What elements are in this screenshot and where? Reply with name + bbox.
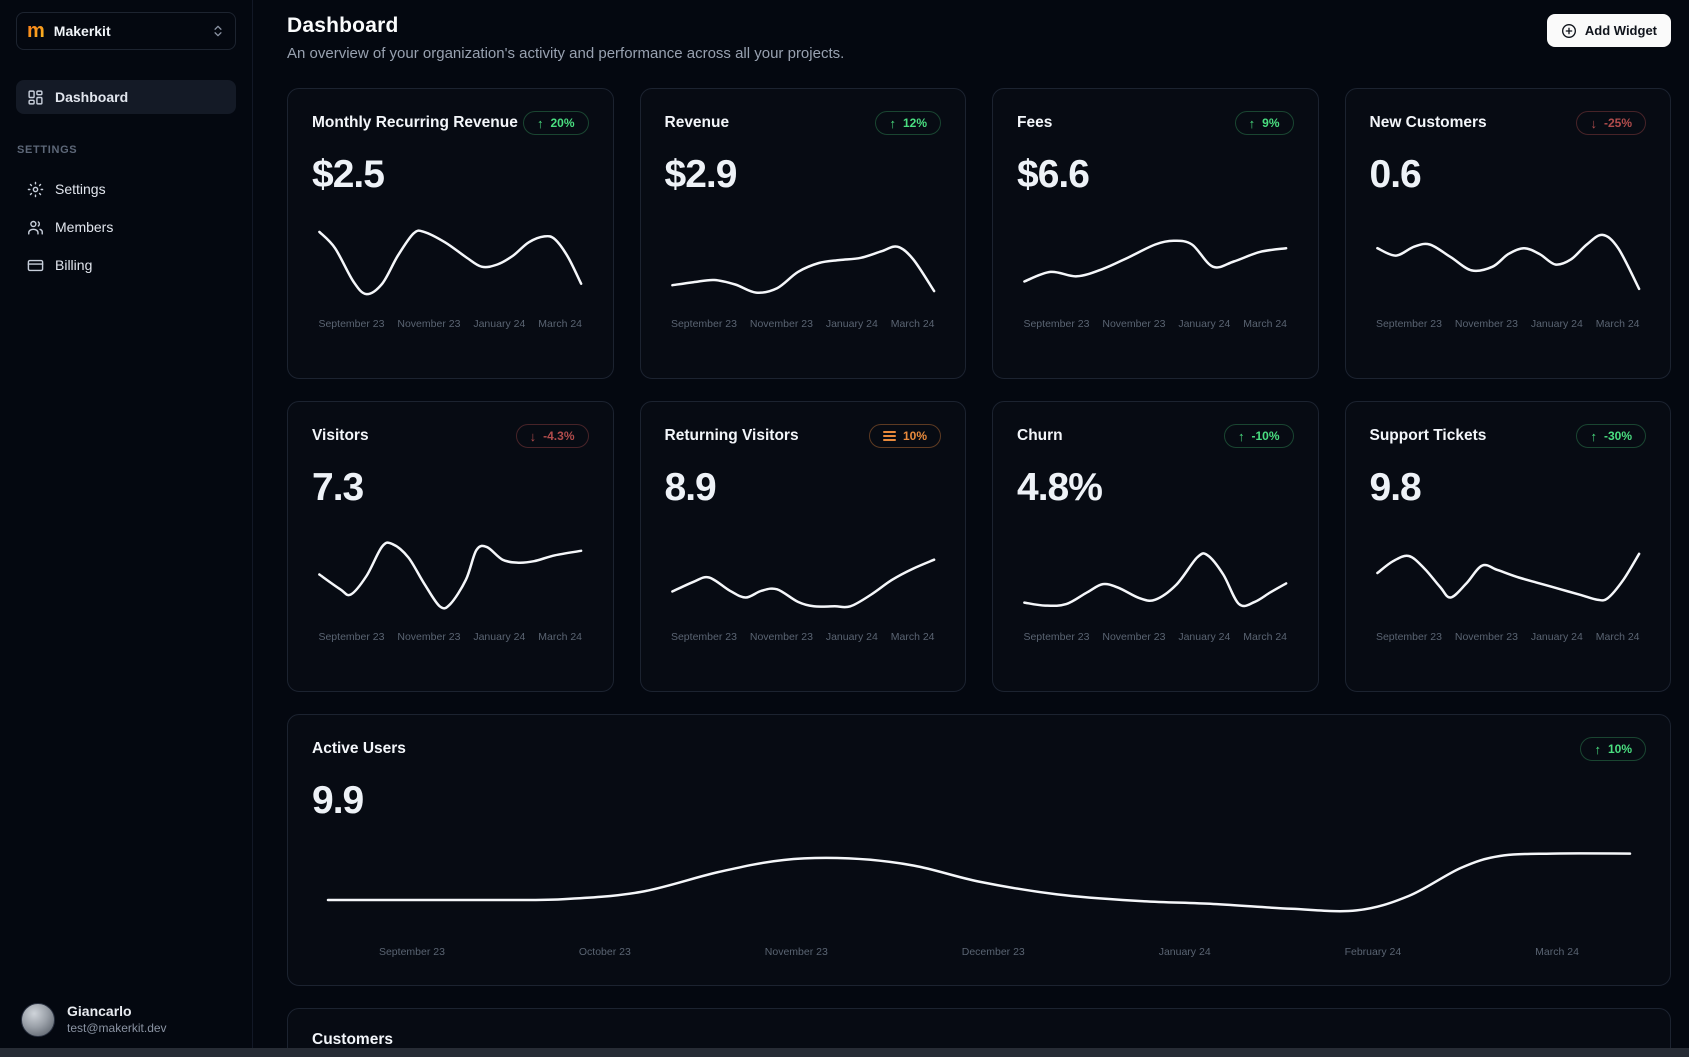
x-axis-label: September 23	[1023, 318, 1090, 330]
x-axis-label: January 24	[473, 318, 526, 330]
metric-card-title: Fees	[1017, 114, 1053, 131]
x-axis-label: November 23	[749, 631, 813, 643]
metric-card	[992, 88, 1319, 379]
metric-card	[287, 88, 614, 379]
sidebar-item-label: Dashboard	[55, 89, 129, 105]
metric-value: 4.8%	[1017, 466, 1102, 509]
x-axis-label: September 23	[1375, 318, 1442, 330]
x-axis-label: March 24	[538, 631, 583, 643]
page-subtitle: An overview of your organization's activity and performance across all your projects.	[287, 45, 845, 62]
x-axis-label: November 23	[1102, 631, 1166, 643]
x-axis-label: September 23	[1023, 631, 1090, 643]
metric-card-title: Active Users	[312, 740, 406, 757]
metric-value: 8.9	[664, 466, 716, 509]
sparkline-chart	[312, 220, 589, 330]
metric-card-title: Monthly Recurring Revenue	[312, 114, 518, 131]
x-axis-labels	[1370, 631, 1647, 643]
users-icon	[27, 219, 44, 236]
arrow-down-icon: ↓	[529, 428, 537, 444]
sidebar-nav	[16, 80, 236, 282]
x-axis-label: September 23	[318, 318, 385, 330]
x-axis-labels	[665, 318, 942, 330]
arrow-up-icon: ↑	[889, 115, 896, 131]
sparkline-chart	[1017, 220, 1294, 330]
arrow-up-icon: ↑	[1237, 428, 1245, 444]
trend-badge: ↑ 12%	[875, 111, 941, 135]
sparkline-chart	[312, 842, 1646, 958]
x-axis-labels	[312, 631, 589, 643]
sidebar-item-dashboard[interactable]	[16, 80, 236, 114]
menu-icon	[883, 431, 896, 441]
trend-badge: ↑ 9%	[1235, 111, 1294, 135]
sparkline-chart	[312, 533, 589, 643]
sparkline-chart	[665, 533, 942, 643]
arrow-up-icon: ↑	[1248, 115, 1256, 131]
x-axis-labels	[1370, 318, 1647, 330]
metric-card-title: New Customers	[1369, 114, 1487, 131]
x-axis-label: January 24	[1158, 946, 1211, 958]
trend-badge: ↑ 20%	[523, 111, 589, 135]
customers-card-title: Customers	[312, 1031, 393, 1048]
user-avatar	[21, 1003, 55, 1037]
x-axis-label: November 23	[1454, 318, 1518, 330]
x-axis-label: March 24	[538, 318, 583, 330]
metric-card	[992, 401, 1319, 692]
arrow-up-icon: ↑	[1590, 428, 1597, 444]
metric-value: $6.6	[1017, 153, 1089, 196]
sidebar-item-settings[interactable]	[16, 172, 236, 206]
x-axis-label: February 24	[1344, 946, 1402, 958]
x-axis-label: November 23	[1102, 318, 1166, 330]
x-axis-label: September 23	[318, 631, 385, 643]
x-axis-label: November 23	[397, 631, 461, 643]
trend-badge: ↑ -10%	[1224, 424, 1294, 448]
x-axis-label: March 24	[1595, 631, 1640, 643]
x-axis-labels	[1017, 631, 1294, 643]
add-widget-button[interactable]: Add Widget	[1547, 14, 1671, 47]
sidebar-item-billing[interactable]	[16, 248, 236, 282]
sidebar	[0, 0, 253, 1057]
team-selector[interactable]	[16, 12, 236, 50]
user-name: Giancarlo	[67, 1003, 132, 1020]
sidebar-item-label: Members	[55, 219, 114, 235]
x-axis-labels	[1017, 318, 1294, 330]
arrow-up-icon: ↑	[536, 115, 544, 131]
sidebar-item-label: Billing	[55, 257, 93, 273]
trend-badge: ↑ -30%	[1576, 424, 1646, 448]
sidebar-item-members[interactable]	[16, 210, 236, 244]
x-axis-label: November 23	[1454, 631, 1518, 643]
x-axis-label: November 23	[397, 318, 461, 330]
x-axis-label: November 23	[749, 318, 813, 330]
sparkline-chart	[1370, 220, 1647, 330]
x-axis-labels	[312, 946, 1646, 958]
x-axis-label: January 24	[473, 631, 526, 643]
metric-card	[640, 401, 967, 692]
metric-card-title: Revenue	[664, 114, 730, 131]
x-axis-label: September 23	[670, 631, 737, 643]
trend-badge: ↓ -4.3%	[516, 424, 589, 448]
gear-icon	[27, 181, 44, 198]
chevron-up-down-icon	[211, 24, 225, 38]
x-axis-label: January 24	[1178, 318, 1231, 330]
x-axis-label: September 23	[670, 318, 737, 330]
page-header	[287, 12, 1671, 62]
metric-card	[640, 88, 967, 379]
makerkit-logo-icon: m	[27, 20, 45, 42]
metrics-grid	[287, 88, 1671, 1057]
user-menu[interactable]	[16, 1003, 236, 1037]
metric-card	[1345, 401, 1672, 692]
trend-badge: 10%	[869, 424, 941, 448]
metric-card	[1345, 88, 1672, 379]
x-axis-label: March 24	[890, 631, 935, 643]
x-axis-label: January 24	[825, 631, 878, 643]
x-axis-label: January 24	[1178, 631, 1231, 643]
x-axis-label: December 23	[961, 946, 1025, 958]
metric-value: 9.8	[1369, 466, 1421, 509]
plus-circle-icon	[1561, 23, 1577, 39]
dashboard-grid-icon	[27, 89, 44, 106]
trend-badge: ↓ -25%	[1576, 111, 1646, 135]
sparkline-chart	[1017, 533, 1294, 643]
x-axis-label: March 24	[890, 318, 935, 330]
metric-value: 7.3	[312, 466, 364, 509]
x-axis-label: November 23	[764, 946, 828, 958]
metric-card	[287, 401, 614, 692]
metric-card-title: Returning Visitors	[664, 427, 799, 444]
metric-value: 0.6	[1369, 153, 1421, 196]
settings-section-label: SETTINGS	[17, 144, 78, 156]
x-axis-label: March 24	[1243, 318, 1288, 330]
x-axis-label: January 24	[825, 318, 878, 330]
x-axis-label: March 24	[1595, 318, 1640, 330]
x-axis-labels	[312, 318, 589, 330]
x-axis-label: January 24	[1530, 631, 1583, 643]
metric-card-title: Churn	[1017, 427, 1063, 444]
metric-card-title: Support Tickets	[1369, 427, 1487, 444]
x-axis-label: January 24	[1530, 318, 1583, 330]
metric-value: 9.9	[312, 779, 364, 822]
metric-card-title: Visitors	[312, 427, 369, 444]
metric-value: $2.5	[312, 153, 384, 196]
x-axis-label: March 24	[1243, 631, 1288, 643]
main-content	[253, 0, 1689, 1057]
x-axis-label: September 23	[1375, 631, 1442, 643]
arrow-up-icon: ↑	[1594, 741, 1601, 757]
arrow-down-icon: ↓	[1590, 115, 1597, 131]
metric-card	[287, 714, 1671, 986]
sidebar-item-label: Settings	[55, 181, 106, 197]
x-axis-label: October 23	[578, 946, 631, 958]
page-title: Dashboard	[287, 14, 399, 37]
user-email: test@makerkit.dev	[67, 1020, 167, 1035]
team-name: Makerkit	[53, 23, 111, 39]
x-axis-labels	[665, 631, 942, 643]
x-axis-label: March 24	[1535, 946, 1579, 958]
credit-card-icon	[27, 257, 44, 274]
metric-value: $2.9	[664, 153, 737, 196]
sparkline-chart	[1370, 533, 1647, 643]
x-axis-label: September 23	[378, 946, 445, 958]
sparkline-chart	[665, 220, 942, 330]
trend-badge: ↑ 10%	[1580, 737, 1646, 761]
bottom-scrollbar[interactable]	[0, 1048, 1689, 1057]
